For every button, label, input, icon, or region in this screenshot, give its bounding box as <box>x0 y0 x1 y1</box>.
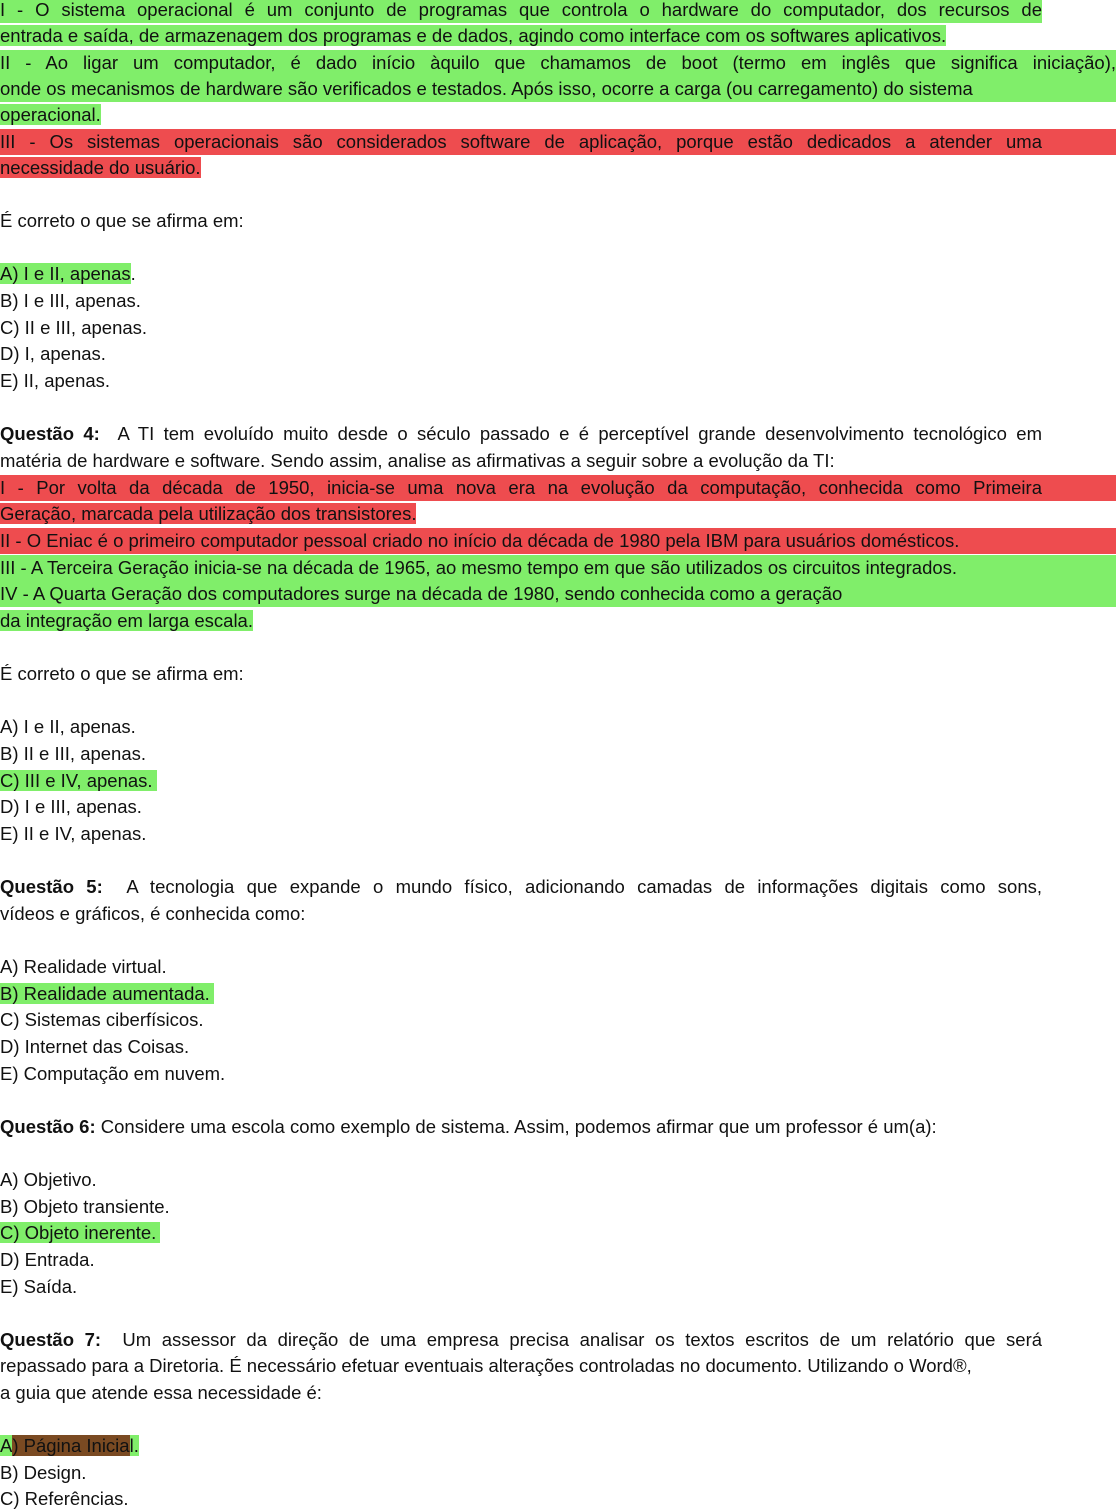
q4-s4-line-1: IV - A Quarta Geração dos computadores surge na década de 1980, sendo conhecida como a geração <box>0 581 1116 607</box>
q3-option-b[interactable]: B) I e III, apenas. <box>0 290 141 311</box>
q5-option-a[interactable]: A) Realidade virtual. <box>0 956 167 977</box>
q3-option-e[interactable]: E) II, apenas. <box>0 370 111 391</box>
q4-label: Questão 4: <box>0 423 100 444</box>
q3-option-a[interactable]: A) I e II, apenas. <box>0 263 136 284</box>
q3-prompt: É correto o que se afirma em: <box>0 210 244 231</box>
q7-text-line-3: a guia que atende essa necessidade é: <box>0 1382 322 1403</box>
q4-option-b[interactable]: B) II e III, apenas. <box>0 743 147 764</box>
q3-option-d[interactable]: D) I, apenas. <box>0 343 106 364</box>
q5-text-line-2: vídeos e gráficos, é conhecida como: <box>0 903 306 924</box>
q6-option-c[interactable]: C) Objeto inerente. <box>0 1220 160 1246</box>
q6-option-b[interactable]: B) Objeto transiente. <box>0 1196 170 1217</box>
q3-option-c[interactable]: C) II e III, apenas. <box>0 317 148 338</box>
q5-option-d[interactable]: D) Internet das Coisas. <box>0 1036 190 1057</box>
q4-text-line-2: matéria de hardware e software. Sendo assim, analise as afirmativas a seguir sobre a evolução da TI: <box>0 450 835 471</box>
q7-option-b[interactable]: B) Design. <box>0 1462 87 1483</box>
q3-s2-line-1: II - Ao ligar um computador, é dado início àquilo que chamamos de boot (termo em inglês que significa iniciação), <box>0 52 1116 73</box>
q3-s1-line-2: entrada e saída, de armazenagem dos programas e de dados, agindo como interface com os softwares aplicativos. <box>0 25 947 46</box>
q3-s2-line-3: operacional. <box>0 104 101 125</box>
q4-statement-3: III - A Terceira Geração inicia-se na década de 1965, ao mesmo tempo em que são utilizados os circuitos integrados. <box>0 555 1116 581</box>
q3-s3-line-1: III - Os sistemas operacionais são considerados software de aplicação, porque estão dedicados a atender uma <box>0 131 1042 152</box>
q7-text-line-1: Um assessor da direção de uma empresa precisa analisar os textos escritos de um relatório que será <box>122 1329 1042 1350</box>
q6-label: Questão 6: <box>0 1116 96 1137</box>
q4-s1-line-2: Geração, marcada pela utilização dos transistores. <box>0 503 417 524</box>
q4-prompt: É correto o que se afirma em: <box>0 663 244 684</box>
q4-option-e[interactable]: E) II e IV, apenas. <box>0 823 147 844</box>
q4-s1-line-1: I - Por volta da década de 1950, inicia-se uma nova era na evolução da computação, conhecida como Primeira <box>0 477 1042 498</box>
q4-option-c[interactable]: C) III e IV, apenas. <box>0 768 157 794</box>
q7-text-line-2: repassado para a Diretoria. É necessário efetuar eventuais alterações controladas no documento. Utilizando o Word®, <box>0 1355 972 1376</box>
q4-option-d[interactable]: D) I e III, apenas. <box>0 796 142 817</box>
q4-option-a[interactable]: A) I e II, apenas. <box>0 716 136 737</box>
q3-s2-line-2: onde os mecanismos de hardware são verificados e testados. Após isso, ocorre a carga (ou carregamento) do sistema <box>0 76 1116 102</box>
q3-s1-line-1: I - O sistema operacional é um conjunto de programas que controla o hardware do computador, dos recursos de <box>0 0 1042 23</box>
q6-text: Considere uma escola como exemplo de sistema. Assim, podemos afirmar que um professor é um(a): <box>100 1116 937 1137</box>
q3-s3-line-2: necessidade do usuário. <box>0 157 201 178</box>
q6-option-a[interactable]: A) Objetivo. <box>0 1169 97 1190</box>
q4-s4-line-2: da integração em larga escala. <box>0 610 253 631</box>
q4-statement-2: II - O Eniac é o primeiro computador pessoal criado no início da década de 1980 pela IBM para usuários domésticos. <box>0 528 1116 554</box>
q5-option-e[interactable]: E) Computação em nuvem. <box>0 1063 226 1084</box>
q5-option-b[interactable]: B) Realidade aumentada. <box>0 981 214 1007</box>
q6-option-d[interactable]: D) Entrada. <box>0 1249 95 1270</box>
q7-option-a[interactable]: A) Página Inicial. <box>0 1435 139 1456</box>
q5-text-line-1: A tecnologia que expande o mundo físico, adicionando camadas de informações digitais como sons, <box>126 876 1042 897</box>
q7-option-c[interactable]: C) Referências. <box>0 1488 129 1509</box>
q7-label: Questão 7: <box>0 1329 102 1350</box>
q5-label: Questão 5: <box>0 876 103 897</box>
q6-option-e[interactable]: E) Saída. <box>0 1276 78 1297</box>
q6-question <box>0 1114 937 1140</box>
q5-option-c[interactable]: C) Sistemas ciberfísicos. <box>0 1009 204 1030</box>
q4-text-line-1: A TI tem evoluído muito desde o século passado e é perceptível grande desenvolvimento tecnológico em <box>117 423 1042 444</box>
